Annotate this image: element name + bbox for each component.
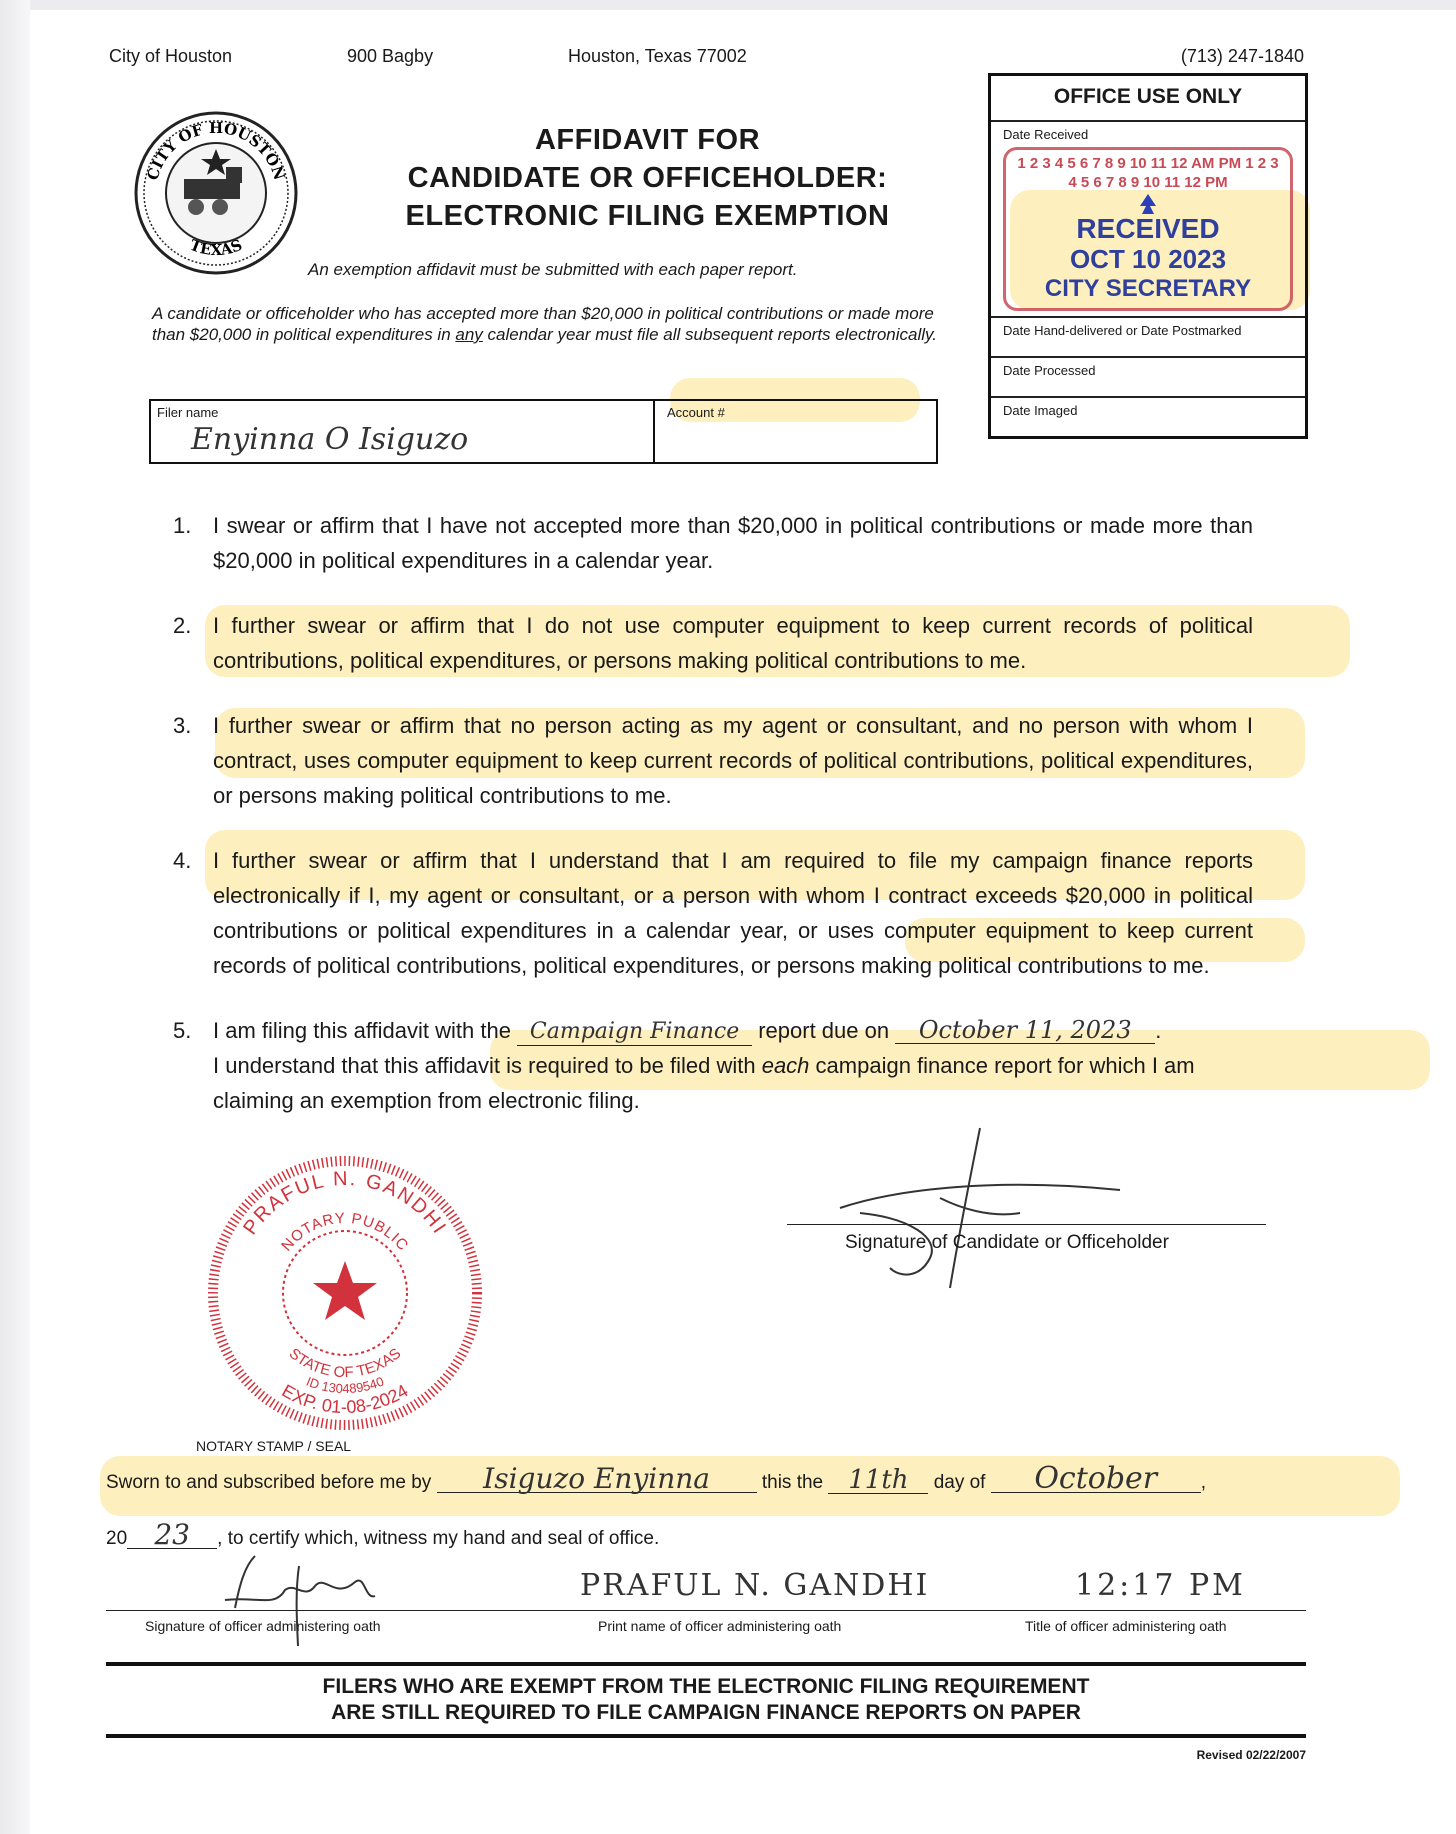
account-label: Account #: [667, 405, 725, 420]
affirmation-item: 1. I swear or affirm that I have not accepted more than $20,000 in political contributions or made more than $20,000 in political expenditures in a calendar year.: [173, 513, 1253, 573]
notary-stamp: [205, 1153, 485, 1433]
seal-text-top: CITY OF HOUSTON: [143, 118, 289, 183]
arrow-up-icon: [1139, 194, 1157, 214]
title-line: CANDIDATE OR OFFICEHOLDER:: [407, 162, 888, 194]
candidate-signature-line: [787, 1224, 1266, 1225]
intro-paragraph: A candidate or officeholder who has accepted more than $20,000 in political contributions or made more than $20,000 in political expenditures in any calendar year must file all subsequent reports electronically.: [152, 304, 937, 344]
title-line: AFFIDAVIT FOR: [534, 124, 761, 156]
due-date-field[interactable]: October 11, 2023: [895, 1017, 1155, 1044]
city-seal-logo: [132, 109, 300, 277]
day-field[interactable]: 11th: [828, 1467, 928, 1494]
footer-line: ARE STILL REQUIRED TO FILE CAMPAIGN FINANCE REPORTS ON PAPER: [331, 1701, 1081, 1724]
year-field[interactable]: 23: [127, 1522, 217, 1549]
divider: [653, 401, 655, 462]
received-stamp: [1003, 147, 1293, 311]
form-title: [340, 121, 955, 235]
revised-date: Revised 02/22/2007: [1196, 1748, 1306, 1762]
notary-exp-text: EXP. 01-08-2024: [278, 1380, 412, 1418]
date-processed-field: Date Processed: [991, 356, 1305, 396]
subtitle: An exemption affidavit must be submitted with each paper report.: [308, 260, 798, 279]
notary-stamp-label: NOTARY STAMP / SEAL: [196, 1438, 352, 1454]
affirmation-item: 4. I further swear or affirm that I understand that I am required to file my campaign finance reports electronically if I, my agent or consultant, or a person with whom I contract exceeds $20,000 in political contributions or political expenditures in a calendar year, or uses computer equipment to keep current records of political contributions, political expenditures, or persons making political contributions to me.: [173, 848, 1253, 978]
filer-box: [149, 399, 938, 464]
signature-section: [0, 1148, 1456, 1648]
seal-text-bottom: TEXAS: [187, 235, 245, 259]
svg-text:STATE OF TEXAS: [286, 1345, 405, 1381]
footer-line: FILERS WHO ARE EXEMPT FROM THE ELECTRONIC FILING REQUIREMENT: [322, 1675, 1090, 1698]
stamp-city-secretary-text: CITY SECRETARY: [1044, 275, 1252, 302]
date-received-field: [991, 120, 1305, 316]
footer-notice: [106, 1666, 1306, 1734]
notary-title-text: NOTARY PUBLIC: [278, 1209, 412, 1255]
stamp-date-text: OCT 10 2023: [1069, 244, 1227, 274]
stamp-ring-text: 1 2 3 4 5 6 7 8 9 10 11 12 AM PM 1 2 3 4 5 6 7 8 9 10 11 12 PM: [1017, 155, 1279, 191]
candidate-signature-caption: Signature of Candidate or Officeholder: [845, 1232, 1169, 1253]
filer-name-value[interactable]: Enyinna O Isiguzo: [191, 422, 469, 457]
org-name: City of Houston: [109, 46, 233, 66]
date-received-label: Date Received: [1003, 127, 1089, 142]
stamp-received-text: RECEIVED: [1076, 213, 1220, 244]
sworn-by-field[interactable]: Isiguzo Enyinna: [437, 1466, 757, 1493]
filer-name-label: Filer name: [157, 405, 219, 420]
officer-title-value[interactable]: 12:17 PM: [1075, 1568, 1246, 1603]
org-phone: (713) 247-1840: [1180, 46, 1304, 66]
page-top-edge: [0, 0, 1456, 10]
date-imaged-field: Date Imaged: [991, 396, 1305, 436]
svg-text:NOTARY PUBLIC: [278, 1210, 412, 1255]
notary-name-text: PRAFUL N. GANDHI: [239, 1167, 451, 1239]
officer-name-value[interactable]: PRAFUL N. GANDHI: [580, 1568, 930, 1603]
officer-signature-caption: Signature of officer administering oath: [145, 1618, 381, 1634]
officer-line: [106, 1610, 1306, 1611]
office-use-box: [988, 73, 1308, 439]
org-city: Houston, Texas 77002: [568, 46, 747, 66]
affirmation-item-5: 5. I am filing this affidavit with the Campaign Finance report due on October 11, 2023 . I understand that this affidavit is required to be filed with each campaign finance report for which I am claiming an exemption from electronic filing.: [173, 1016, 1195, 1113]
candidate-signature: [820, 1118, 1150, 1298]
title-line: ELECTRONIC FILING EXEMPTION: [405, 200, 890, 232]
year-line: 20 23 , to certify which, witness my hand and seal of office.: [106, 1518, 660, 1551]
month-field[interactable]: October: [991, 1466, 1201, 1493]
officer-name-caption: Print name of officer administering oath: [598, 1618, 842, 1634]
form-body: [0, 508, 1456, 1762]
footer-rule: [106, 1734, 1306, 1738]
office-use-heading: OFFICE USE ONLY: [1053, 85, 1243, 108]
sworn-line: Sworn to and subscribed before me by Isiguzo Enyinna this the 11th day of October ,: [106, 1461, 1207, 1496]
date-hand-delivered-field: Date Hand-delivered or Date Postmarked: [991, 316, 1305, 356]
notary-id-text: ID 130489540: [304, 1373, 386, 1396]
report-type-field[interactable]: Campaign Finance: [517, 1019, 752, 1046]
affirmation-item: 2. I further swear or affirm that I do not use computer equipment to keep current records of political contributions, political expenditures, or persons making political contributions to me.: [173, 613, 1253, 673]
officer-title-caption: Title of officer administering oath: [1025, 1618, 1227, 1634]
affirmation-item: 3. I further swear or affirm that no person acting as my agent or consultant, and no person with whom I contract, uses computer equipment to keep current records of political contributions, political expenditures, or persons making political contributions to me.: [173, 713, 1253, 808]
org-address: 900 Bagby: [347, 46, 434, 66]
notary-state-text: STATE OF TEXAS: [285, 1344, 405, 1382]
